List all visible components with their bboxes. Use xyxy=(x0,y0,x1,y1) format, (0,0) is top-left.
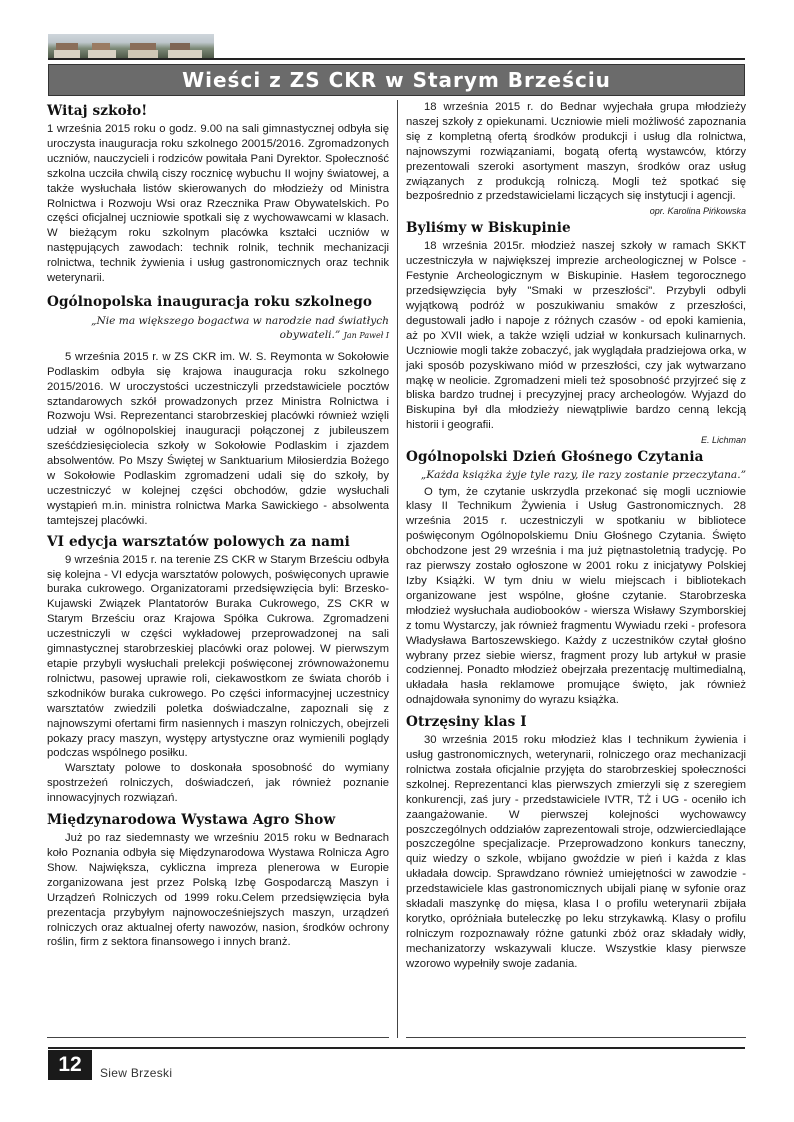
article-paragraph: 5 września 2015 r. w ZS CKR im. W. S. Reymonta w Sokołowie Podlaskim odbyła się krajowa inauguracja roku szkolnego 2015/2016. W uroczystości uczestniczyli przedstawiciele pocztów sztandarowych szkół prowadzonych przez Ministra Rolnictwa i Rozwoju Wsi. Reprezentanci starobrzeskiej placówki również wzięli udział w ogólnopolskiej inauguracji połączonej z jubileuszem sześćdziesięciolecia szkoły w Sokołowie Podlaskim i zjazdem absolwentów. Po Mszy Świętej w Sanktuarium Miłosierdzia Bożego w Sokołowie Podlaskim zgromadzeni udali się do szkoły, by uczestniczyć w kolejnej części obchodów, gdzie wysłuchali wystąpień m.in. ministra rolnictwa Marka Sawickiego - absolwenta tamtejszej placówki. xyxy=(47,350,389,527)
quote-text: „Nie ma większego bogactwa w narodzie nad światłych obywateli.” xyxy=(90,314,389,342)
publication-name: Siew Brzeski xyxy=(100,1066,173,1080)
header-rule xyxy=(48,58,745,60)
page-number: 12 xyxy=(48,1050,92,1080)
heading-witaj-szkolo: Witaj szkoło! xyxy=(47,103,148,119)
article-paragraph: 30 września 2015 roku młodzież klas I technikum żywienia i usług gastronomicznych, weterynarii, rolniczego oraz mechanizacji rolnictwa została oficjalnie przyjęta do starobrzeskiej społeczności szkolnej. Reprezentanci klas pierwszych zmierzyli się z szeregiem konkurencji, zaś jury - przedstawiciele IVTR, TŻ i UG - oceniło ich zaangażowanie. W pierwszej kolejności wychowawcy poszczególnych oddziałów zaprezentowali stroje, odzwierciedlające poszczególne specjalizacje. Przeprowadzono konkurs taneczny, quiz wiedzy o szkole, wbijano gwoździe w pień i każda z klas układała dowcip. Sprawdzano również umiejętności w zawodzie - przedstawiciele klas gastronomicznych ubijali pianę w syfonie oraz składali maszynkę do mięsa, klasa I o profilu weterynarii zbijała korytko, opróżniała buteleczkę po leku strzykawką. Klasy o profilu rolniczym rozpoznawały różne gatunki zbóż oraz składały widły, mechanizatorzy wskazywali klucze. Wszystkie klasy pierwsze wzorowo wypełniły swoje zadania. xyxy=(406,734,746,970)
quote-author: Jan Paweł I xyxy=(343,331,389,341)
article-paragraph: 18 września 2015r. młodzież naszej szkoły w ramach SKKT uczestniczyła w największej imprezie archeologicznej w Polsce - Festynie Archeologicznym w Biskupinie. Hasłem tegorocznego przedsięwzięcia były "Smaki w przeszłości". Przybyli odbyli wyjątkową podróż w poszukiwaniu smaków z przeszłości, degustowali jadło i napoje z różnych czasów - od epoki kamienia, aż po XVII wiek, a także wzięli udział w konkursach kulinarnych. Uczniowie mogli także zobaczyć, jak wyglądała pradziejowa orka, w jaki sposób pozyskiwano miód w przeszłości, czy jak wytwarzano mąkę w neolicie. Zgromadzeni mieli też sposobność przyjrzeć się z bliska bardzo trudnej i precyzyjnej pracy archeologów. Wyjazd do Biskupina był dla młodzieży niewątpliwie bardzo cenną lekcją historii i geografii. xyxy=(406,240,746,432)
article-paragraph: O tym, że czytanie uskrzydla przekonać się mogli uczniowie klasy II Technikum Żywienia i Usług Gastronomicznych. 28 września 2015 r. uczestniczyli w spotkaniu w bibliotece poświęconym Ogólnopolskiemu Dniu Głośnego Czytania. Święto obchodzone jest 29 września i ma już piętnastoletnią tradycję. Po raz pierwszy zostało ogłoszone w 2001 roku z inicjatywy Polskiej Izby Książki. W tym dniu w wielu miejscach i bibliotekach organizowane jest wspólne, głośne czytanie. Starobrzeska młodzież wysłuchała audiobooków - wiersza Wisławy Szymborskiej z tomu Wystarczy, jak również fragmentu Wywiadu rzeki - profesora Władysława Bartoszewskiego. Każdy z uczestników czytał głośno wybrany przez siebie wiersz, fragment prozy lub artykuł w prasie codziennej. Ponadto młodzież obejrzała prezentację multimedialną, układała hasła reklamowe promujące święto, jak również odnajdowała synonimy do wyrazu książka. xyxy=(406,485,746,707)
heading-inauguracja: Ogólnopolska inauguracja roku szkolnego xyxy=(47,293,372,310)
author-signature: opr. Karolina Pińkowska xyxy=(649,206,746,217)
section-banner xyxy=(48,64,745,96)
heading-biskupin: Byliśmy w Biskupinie xyxy=(406,220,571,237)
article-paragraph: Już po raz siedemnasty we wrześniu 2015 roku w Bednarach koło Poznania odbyła się Międzynarodowa Wystawa Rolnicza Agro Show. Największa, cykliczna impreza plenerowa w Europie zorganizowana jest przez Polską Izbę Gospodarczą Maszyn i Urządzeń Rolniczych od 1999 roku.Celem przedsięwzięcia była prezentacja przybyłym najnowocześniejszych maszyn, urządzeń rolniczych oraz aktualnej oferty nawozów, nasion, środków ochrony roślin, firm z sektora finansowego i innych branż. xyxy=(47,832,389,949)
right-column xyxy=(406,100,746,972)
page-title: Wieści z ZS CKR w Starym Brześciu xyxy=(182,68,611,92)
article-paragraph: 9 września 2015 r. na terenie ZS CKR w Starym Brześciu odbyła się kolejna - VI edycja warsztatów polowych, poświęconych uprawie buraka cukrowego. Organizatorami przedsięwzięcia byli: Brzesko-Kujawski Związek Plantatorów Buraka Cukrowego, ZS CKR w Starym Brześciu oraz Krajowa Spółka Cukrowa. Zgromadzeni uczestniczyli w części wykładowej przeprowadzonej na sali gimnastycznej starobrzeskiej placówki oraz polowej. W pierwszym etapie przybyli wysłuchali prelekcji poświęconej zrównoważonemu rolnictwu, pasowej uprawie roli, ciekawostkom ze świata chorób i szkodników buraka cukrowego. Po części informacyjnej uczestnicy warsztatów zwiedzili poletka doświadczalne, zapoznali się z najnowszymi ofertami firm nasiennych i maszyn rolniczych, obejrzeli pokazy pracy maszyn, występy artystyczne oraz wymienili poglądy podczas wspólnego posiłku. xyxy=(47,553,389,760)
heading-glosne-czytanie: Ogólnopolski Dzień Głośnego Czytania xyxy=(406,449,704,466)
footer-rule xyxy=(48,1047,745,1049)
article-paragraph: Warsztaty polowe to doskonała sposobność do wymiany spostrzeżeń rolniczych, doświadczeń, jak również poznanie innowacyjnych rozwiązań. xyxy=(47,762,389,805)
heading-warsztaty: VI edycja warsztatów polowych za nami xyxy=(47,533,350,550)
left-column-bottom-rule xyxy=(47,1037,389,1038)
left-column xyxy=(47,100,389,950)
column-divider xyxy=(397,100,398,1038)
article-paragraph: 1 września 2015 roku o godz. 9.00 na sali gimnastycznej odbyła się uroczysta inauguracja roku szkolnego 20015/2016. Zgromadzonych uczniów, nauczycieli i rodziców powitała Pani Dyrektor. Społeczność szkolna uczciła chwilą ciszy rocznicę wybuchu II wojny światowej, a także wysłuchała listów skierowanych do młodzieży od Ministra Rolnictwa i Rozwoju Wsi oraz Rzecznika Praw Obywatelskich. Po części oficjalnej uczniowie spotkali się z wychowawcami w klasach. W bieżącym roku szkolnym placówka kształci uczniów w następujących zawodach: technik rolnik, technik mechanizacji rolnictwa, technik żywienia i usług gastronomicznych oraz technik weterynarii. xyxy=(47,123,389,285)
village-photo-icon xyxy=(48,34,214,58)
heading-agro-show: Międzynarodowa Wystawa Agro Show xyxy=(47,812,336,829)
motto-quote xyxy=(47,314,389,344)
author-signature: E. Lichman xyxy=(700,435,746,446)
heading-otrzesiny: Otrzęsiny klas I xyxy=(406,714,527,731)
article-paragraph: 18 września 2015 r. do Bednar wyjechała grupa młodzieży naszej szkoły z opiekunami. Uczniowie mieli możliwość zapoznania się z kompletną ofertą środków produkcji i usług dla rolnictwa, najnowszymi rozwiązaniami, bogatą ofertą wystawców, którzy prezentowali szeroki asortyment maszyn, środków oraz usług związanych z produkcją rolniczą. Mogli też spotkać się bezpośrednio z przedstawicielami liczących się instytucji i agencji. xyxy=(406,101,746,203)
right-column-bottom-rule xyxy=(406,1037,746,1038)
motto-quote: „Każda książka żyje tyle razy, ile razy zostanie przeczytana.” xyxy=(420,469,746,482)
